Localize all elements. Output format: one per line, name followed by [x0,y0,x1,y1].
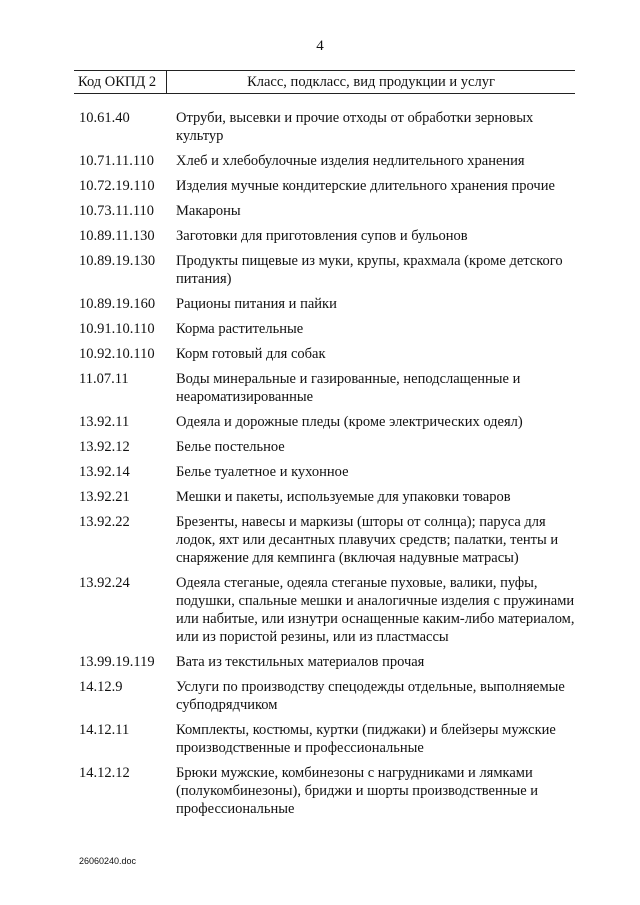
row-code: 13.92.11 [79,414,130,430]
table-row [79,574,579,646]
row-name: Вата из текстильных материалов прочая [176,654,425,670]
table-row [79,513,579,567]
row-name: Изделия мучные кондитерские длительного хранения прочие [176,178,555,194]
row-code: 13.99.19.119 [79,654,155,670]
row-name: Корма растительные [176,321,304,337]
row-code: 13.92.22 [79,514,130,530]
row-name: Заготовки для приготовления супов и бульонов [176,228,468,244]
table-row [79,721,579,757]
row-name: Воды минеральные и газированные, неподслащенные и неароматизированные [176,371,521,405]
table-row [79,653,579,671]
row-name: Комплекты, костюмы, куртки (пиджаки) и блейзеры мужские производственные и профессиональные [176,722,556,756]
row-code: 13.92.21 [79,489,130,505]
table-row [79,413,579,431]
row-code: 13.92.14 [79,464,130,480]
document-filename: 26060240.doc [79,856,137,866]
row-code: 10.72.19.110 [79,178,155,194]
row-name: Брезенты, навесы и маркизы (шторы от солнца); паруса для лодок, яхт или десантных плавучих средств; палатки, тенты и снаряжение для кемпинга (включая надувные матрасы) [176,514,559,566]
row-name: Отруби, высевки и прочие отходы от обработки зерновых культур [176,110,534,144]
row-code: 14.12.12 [79,765,130,781]
row-name: Брюки мужские, комбинезоны с нагрудниками и лямками (полукомбинезоны), бриджи и шорты производственные и профессиональные [176,765,539,817]
table-row [79,678,579,714]
table-header [74,70,575,94]
row-code: 10.92.10.110 [79,346,155,362]
table-row [79,345,579,363]
code-column-header: Код ОКПД 2 [78,74,157,90]
table-body [79,109,579,825]
table-row [79,227,579,245]
row-name: Продукты пищевые из муки, крупы, крахмала (кроме детского питания) [176,253,563,287]
row-code: 10.89.19.130 [79,253,156,269]
table-row [79,463,579,481]
row-name: Хлеб и хлебобулочные изделия недлительного хранения [176,153,525,169]
row-name: Белье постельное [176,439,285,455]
row-code: 11.07.11 [79,371,129,387]
row-code: 10.73.11.110 [79,203,155,219]
table-row [79,109,579,145]
table-row [79,320,579,338]
row-name: Рационы питания и пайки [176,296,337,312]
row-code: 10.71.11.110 [79,153,155,169]
page-number: 4 [316,38,324,54]
row-code: 10.89.19.160 [79,296,156,312]
row-name: Одеяла и дорожные пледы (кроме электрических одеял) [176,414,523,430]
row-name: Корм готовый для собак [176,346,326,362]
row-code: 10.61.40 [79,110,130,126]
table-row [79,764,579,818]
table-row [79,177,579,195]
row-name: Одеяла стеганые, одеяла стеганые пуховые, валики, пуфы, подушки, спальные мешки и аналогичные изделия с пружинами или набитые, или изнутри оснащенные каким-либо материалом, или из пористой резины, или из пластмассы [176,575,575,645]
table-row [79,202,579,220]
row-code: 13.92.24 [79,575,130,591]
table-row [79,438,579,456]
name-column-header: Класс, подкласс, вид продукции и услуг [247,74,495,90]
row-code: 10.89.11.130 [79,228,155,244]
table-row [79,252,579,288]
row-name: Мешки и пакеты, используемые для упаковки товаров [176,489,511,505]
row-name: Белье туалетное и кухонное [176,464,349,480]
row-name: Макароны [176,203,241,219]
row-code: 10.91.10.110 [79,321,155,337]
table-row [79,370,579,406]
table-row [79,488,579,506]
row-code: 13.92.12 [79,439,130,455]
row-name: Услуги по производству спецодежды отдельные, выполняемые субподрядчиком [176,679,565,713]
row-code: 14.12.11 [79,722,130,738]
table-row [79,295,579,313]
row-code: 14.12.9 [79,679,123,695]
table-row [79,152,579,170]
